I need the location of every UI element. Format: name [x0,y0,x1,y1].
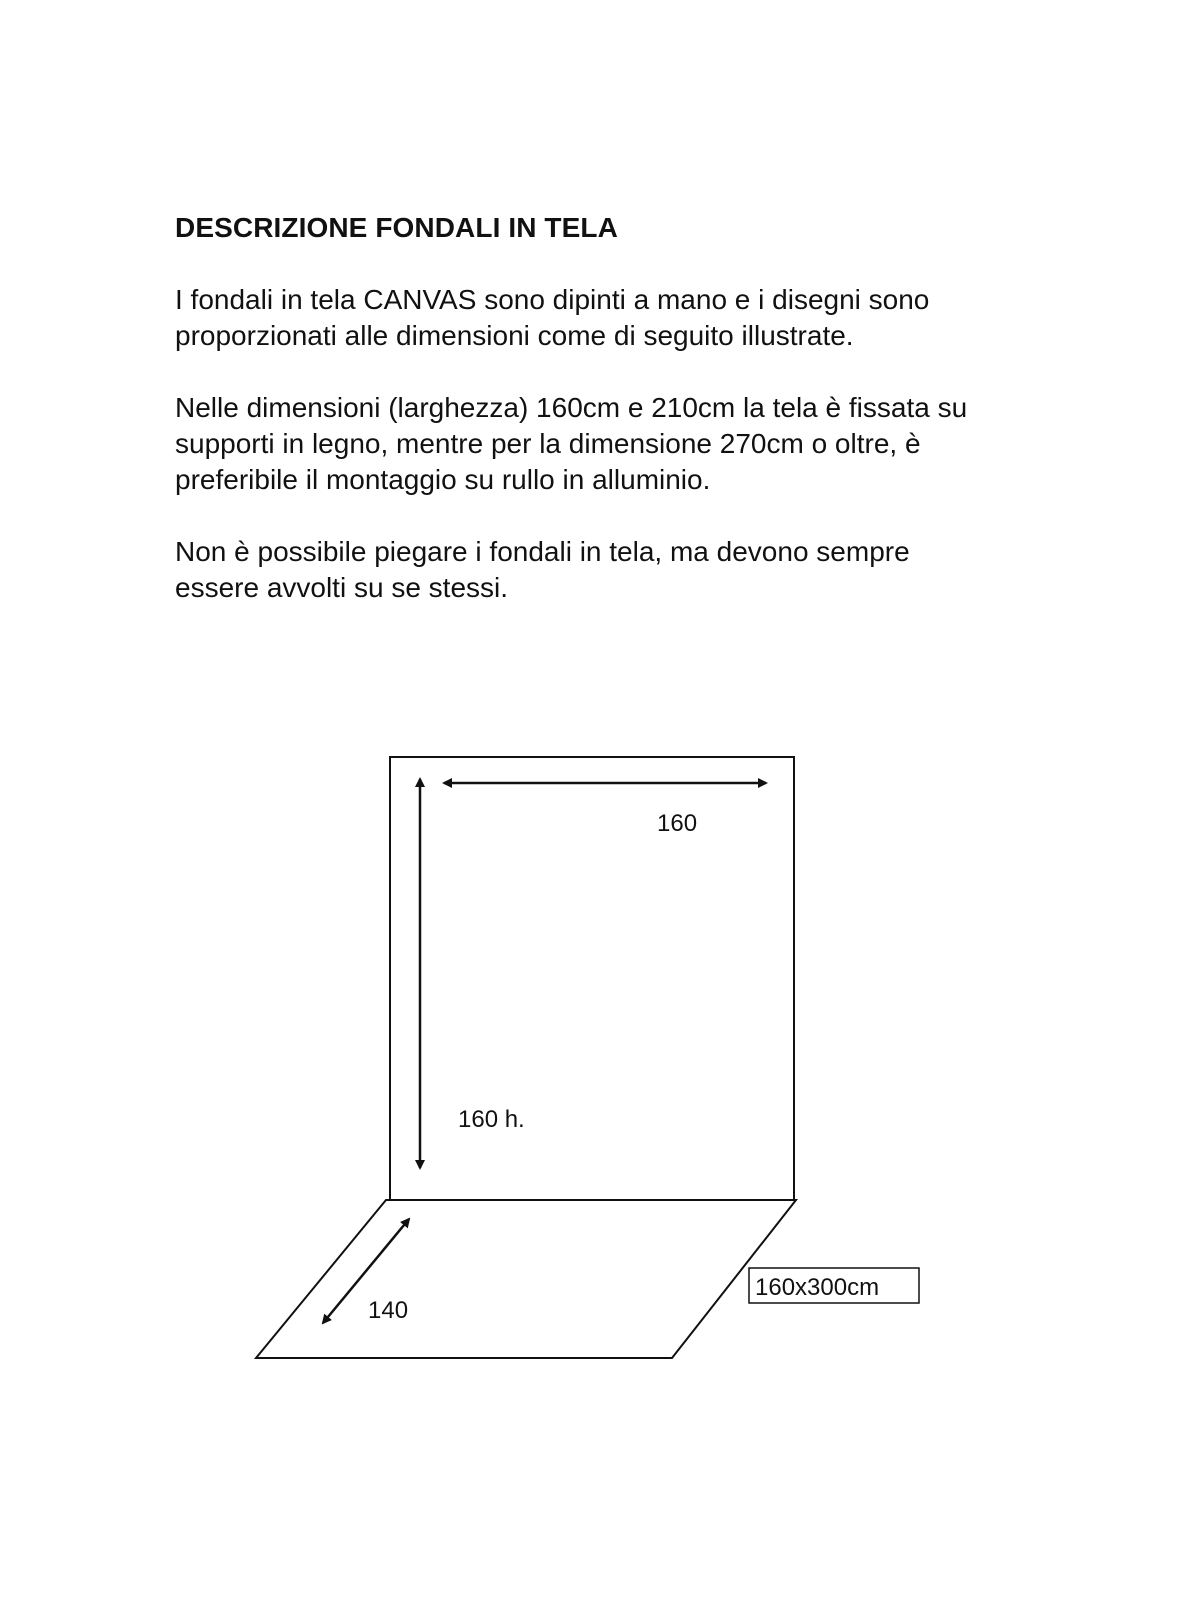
backdrop-vertical-panel [390,757,794,1200]
width-label: 160 [657,810,698,837]
paragraph-intro: I fondali in tela CANVAS sono dipinti a mano e i disegni sono proporzionati alle dimensioni come di seguito illustrate. [175,284,930,351]
depth-label: 140 [368,1297,409,1324]
paragraph-folding: Non è possibile piegare i fondali in tela, ma devono sempre essere avvolti su se stessi. [175,536,910,603]
height-label: 160 h. [458,1106,525,1133]
backdrop-floor-panel [256,1200,796,1358]
size-box-label: 160x300cm [755,1274,880,1301]
document-title: DESCRIZIONE FONDALI IN TELA [175,212,618,243]
paragraph-mounting: Nelle dimensioni (larghezza) 160cm e 210cm la tela è fissata su supporti in legno, mentre per la dimensione 270cm o oltre, è preferibile il montaggio su rullo in alluminio. [175,392,968,495]
